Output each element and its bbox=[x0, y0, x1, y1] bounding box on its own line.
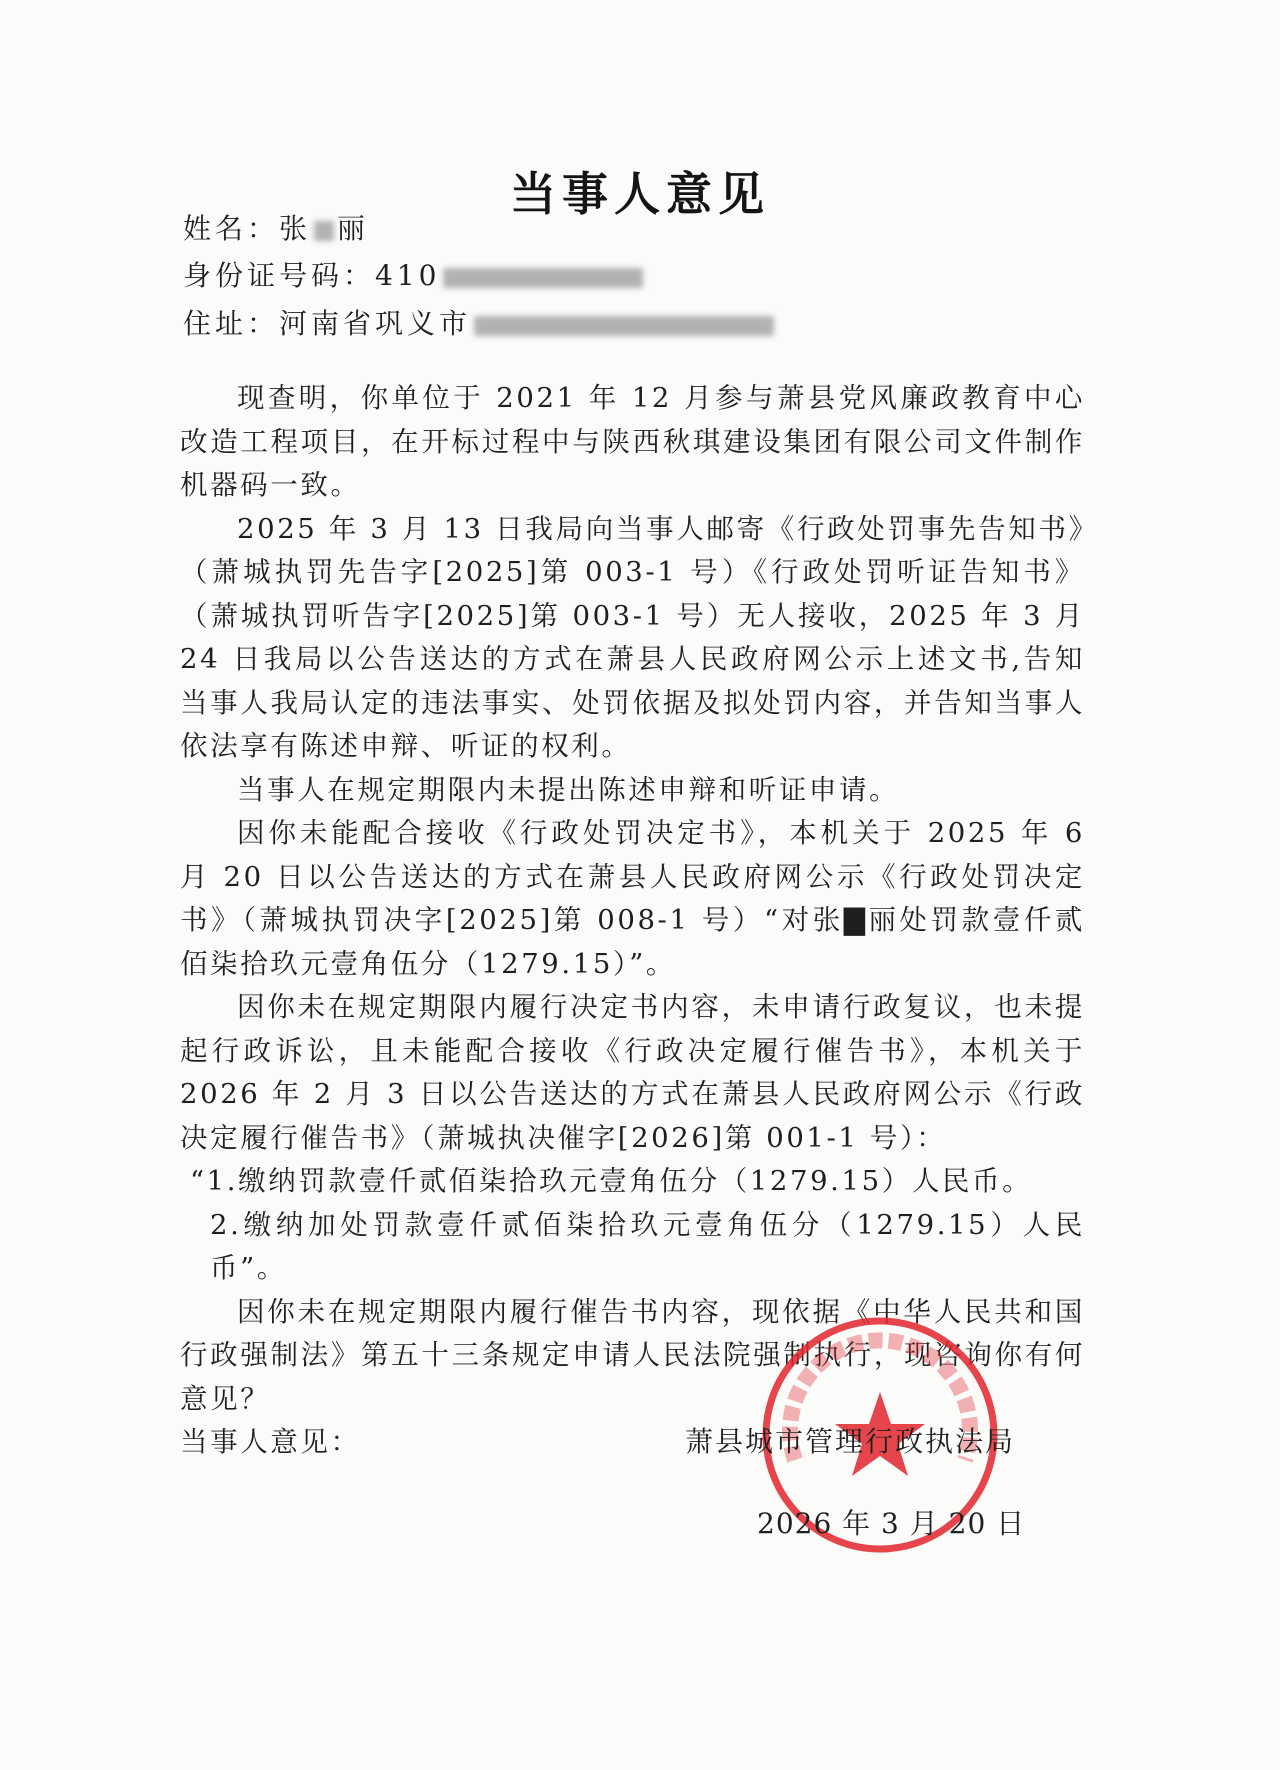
id-field bbox=[183, 254, 646, 294]
name-label: 姓名： bbox=[183, 212, 280, 245]
id-prefix: 410 bbox=[375, 259, 441, 292]
paragraph-reminder: 因你未在规定期限内履行决定书内容，未申请行政复议，也未提起行政诉讼，且未能配合接收《行政决定履行催告书》，本机关于 2026 年 2 月 3 日以公告送达的方式在萧县人民政府网公示《行政决定履行催告书》（萧城执决催字[2026]第 001-1 号）： bbox=[180, 991, 1085, 1154]
address-label: 住址： bbox=[183, 307, 280, 340]
redacted-address bbox=[474, 316, 774, 336]
name-first: 张 bbox=[279, 212, 312, 245]
list-item-additional-fine: 2.缴纳加处罚款壹仟贰佰柒拾玖元壹角伍分（1279.15）人民币”。 bbox=[210, 1208, 1085, 1284]
id-label: 身份证号码： bbox=[183, 259, 376, 292]
paragraph-decision: 因你未能配合接收《行政处罚决定书》，本机关于 2025 年 6 月 20 日以公告送达的方式在萧县人民政府网公示《行政处罚决定书》（萧城执罚决字[2025]第 008-1 号）“对张▇丽处罚款壹仟贰佰柒拾玖元壹角伍分（1279.15）”。 bbox=[180, 817, 1085, 980]
document-title: 当事人意见 bbox=[510, 167, 770, 221]
document-body bbox=[180, 377, 1085, 1465]
list-item-fine: “1.缴纳罚款壹仟贰佰柒拾玖元壹角伍分（1279.15）人民币。 bbox=[190, 1165, 1033, 1197]
paragraph-notice: 2025 年 3 月 13 日我局向当事人邮寄《行政处罚事先告知书》（萧城执罚先告字[2025]第 003-1 号）《行政处罚听证告知书》（萧城执罚听告字[2025]第 003-1 号）无人接收，2025 年 3 月 24 日我局以公告送达的方式在萧县人民政府网公示上述文书,告知当事人我局认定的违法事实、处罚依据及拟处罚内容，并告知当事人依法享有陈述申辩、听证的权利。 bbox=[180, 512, 1085, 762]
paragraph-enforcement: 因你未在规定期限内履行催告书内容，现依据《中华人民共和国行政强制法》第五十三条规定申请人民法院强制执行，现咨询你有何意见？ bbox=[180, 1295, 1085, 1415]
address-visible: 河南省巩义市 bbox=[279, 307, 472, 340]
signature-organization: 萧县城市管理行政执法局 bbox=[685, 1425, 1016, 1458]
opinion-label: 当事人意见： bbox=[180, 1426, 361, 1458]
name-field bbox=[183, 207, 369, 247]
redacted-name-char bbox=[314, 221, 334, 241]
redacted-id-number bbox=[443, 268, 643, 288]
paragraph-no-objection: 当事人在规定期限内未提出陈述申辩和听证申请。 bbox=[237, 773, 900, 806]
address-field bbox=[183, 302, 777, 342]
paragraph-findings: 现查明，你单位于 2021 年 12 月参与萧县党风廉政教育中心改造工程项目，在开标过程中与陕西秋琪建设集团有限公司文件制作机器码一致。 bbox=[180, 382, 1085, 501]
signature-date: 2026 年 3 月 20 日 bbox=[757, 1507, 1026, 1540]
name-last: 丽 bbox=[337, 212, 370, 245]
